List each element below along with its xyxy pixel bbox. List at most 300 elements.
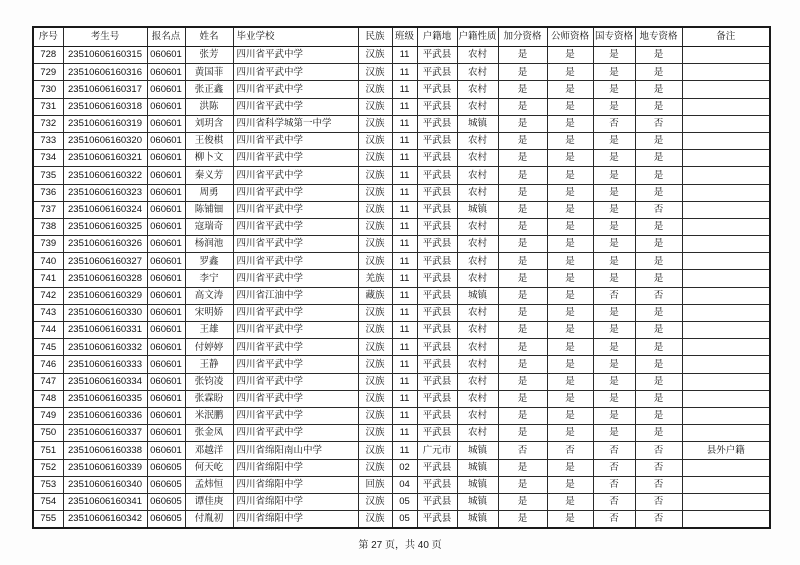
- cell-local-special-qual: 是: [635, 98, 682, 115]
- cell-reg-point: 060605: [147, 493, 185, 510]
- cell-public-teacher-qual: 否: [547, 442, 593, 459]
- cell-school: 四川省平武中学: [233, 167, 358, 184]
- cell-name: 周勇: [185, 184, 233, 201]
- cell-public-teacher-qual: 是: [547, 253, 593, 270]
- cell-exam-id: 23510606160328: [63, 270, 147, 287]
- table-row: [33, 167, 770, 184]
- cell-bonus-qual: 是: [498, 304, 547, 321]
- cell-residence: 平武县: [417, 356, 457, 373]
- cell-exam-id: 23510606160318: [63, 98, 147, 115]
- cell-ethnicity: 汉族: [358, 115, 392, 132]
- cell-bonus-qual: 否: [498, 442, 547, 459]
- cell-name: 付胤初: [185, 511, 233, 529]
- cell-residence: 平武县: [417, 115, 457, 132]
- cell-ethnicity: 汉族: [358, 425, 392, 442]
- column-header-residence: 户籍地: [417, 27, 457, 47]
- cell-reg-point: 060601: [147, 390, 185, 407]
- cell-remark: [682, 167, 770, 184]
- cell-reg-point: 060601: [147, 81, 185, 98]
- cell-ethnicity: 汉族: [358, 459, 392, 476]
- table-row: [33, 476, 770, 493]
- cell-class: 11: [392, 47, 417, 64]
- cell-residence: 平武县: [417, 493, 457, 510]
- cell-residence: 平武县: [417, 184, 457, 201]
- cell-remark: [682, 493, 770, 510]
- column-header-name: 姓名: [185, 27, 233, 47]
- cell-national-special-qual: 否: [593, 459, 635, 476]
- cell-residence: 平武县: [417, 64, 457, 81]
- cell-school: 四川省平武中学: [233, 132, 358, 149]
- cell-residence: 平武县: [417, 150, 457, 167]
- cell-local-special-qual: 是: [635, 167, 682, 184]
- cell-ethnicity: 汉族: [358, 218, 392, 235]
- cell-residence: 平武县: [417, 425, 457, 442]
- cell-public-teacher-qual: 是: [547, 511, 593, 529]
- cell-residence-type: 城镇: [457, 493, 498, 510]
- cell-ethnicity: 汉族: [358, 304, 392, 321]
- cell-local-special-qual: 是: [635, 373, 682, 390]
- cell-exam-id: 23510606160321: [63, 150, 147, 167]
- cell-school: 四川省平武中学: [233, 218, 358, 235]
- cell-exam-id: 23510606160327: [63, 253, 147, 270]
- cell-exam-id: 23510606160337: [63, 425, 147, 442]
- cell-name: 柳卜文: [185, 150, 233, 167]
- cell-school: 四川省平武中学: [233, 98, 358, 115]
- cell-exam-id: 23510606160325: [63, 218, 147, 235]
- cell-residence: 平武县: [417, 304, 457, 321]
- cell-school: 四川省平武中学: [233, 373, 358, 390]
- cell-residence-type: 城镇: [457, 459, 498, 476]
- cell-class: 11: [392, 253, 417, 270]
- cell-ethnicity: 汉族: [358, 236, 392, 253]
- cell-national-special-qual: 是: [593, 98, 635, 115]
- cell-residence-type: 农村: [457, 407, 498, 424]
- cell-local-special-qual: 是: [635, 425, 682, 442]
- table-row: [33, 459, 770, 476]
- cell-local-special-qual: 是: [635, 407, 682, 424]
- cell-local-special-qual: 否: [635, 442, 682, 459]
- cell-school: 四川省平武中学: [233, 184, 358, 201]
- cell-local-special-qual: 否: [635, 201, 682, 218]
- cell-local-special-qual: 是: [635, 390, 682, 407]
- cell-remark: [682, 81, 770, 98]
- cell-residence-type: 农村: [457, 132, 498, 149]
- cell-reg-point: 060601: [147, 442, 185, 459]
- cell-national-special-qual: 是: [593, 201, 635, 218]
- cell-class: 11: [392, 390, 417, 407]
- table-row: [33, 511, 770, 529]
- cell-name: 何天屹: [185, 459, 233, 476]
- table-row: [33, 304, 770, 321]
- cell-school: 四川省平武中学: [233, 322, 358, 339]
- cell-ethnicity: 汉族: [358, 81, 392, 98]
- cell-school: 四川省绵阳中学: [233, 476, 358, 493]
- cell-ethnicity: 汉族: [358, 150, 392, 167]
- cell-bonus-qual: 是: [498, 81, 547, 98]
- cell-reg-point: 060601: [147, 270, 185, 287]
- cell-ethnicity: 汉族: [358, 373, 392, 390]
- cell-bonus-qual: 是: [498, 98, 547, 115]
- cell-ethnicity: 汉族: [358, 132, 392, 149]
- cell-reg-point: 060601: [147, 132, 185, 149]
- cell-residence-type: 农村: [457, 184, 498, 201]
- cell-bonus-qual: 是: [498, 511, 547, 529]
- cell-bonus-qual: 是: [498, 459, 547, 476]
- cell-school: 四川省平武中学: [233, 201, 358, 218]
- cell-exam-id: 23510606160319: [63, 115, 147, 132]
- cell-index: 749: [33, 407, 63, 424]
- cell-class: 11: [392, 407, 417, 424]
- cell-class: 11: [392, 184, 417, 201]
- cell-residence-type: 农村: [457, 322, 498, 339]
- cell-school: 四川省绵阳南山中学: [233, 442, 358, 459]
- cell-index: 733: [33, 132, 63, 149]
- cell-remark: 县外户籍: [682, 442, 770, 459]
- cell-class: 11: [392, 339, 417, 356]
- cell-bonus-qual: 是: [498, 115, 547, 132]
- cell-index: 740: [33, 253, 63, 270]
- cell-public-teacher-qual: 是: [547, 322, 593, 339]
- table-row: [33, 98, 770, 115]
- cell-residence-type: 农村: [457, 339, 498, 356]
- cell-ethnicity: 汉族: [358, 98, 392, 115]
- cell-exam-id: 23510606160342: [63, 511, 147, 529]
- table-row: [33, 236, 770, 253]
- cell-bonus-qual: 是: [498, 356, 547, 373]
- cell-national-special-qual: 否: [593, 287, 635, 304]
- cell-class: 11: [392, 304, 417, 321]
- cell-residence: 平武县: [417, 511, 457, 529]
- column-header-class: 班级: [392, 27, 417, 47]
- cell-school: 四川省平武中学: [233, 339, 358, 356]
- cell-index: 743: [33, 304, 63, 321]
- cell-national-special-qual: 是: [593, 184, 635, 201]
- cell-class: 11: [392, 132, 417, 149]
- cell-public-teacher-qual: 是: [547, 236, 593, 253]
- cell-name: 张正鑫: [185, 81, 233, 98]
- cell-remark: [682, 407, 770, 424]
- cell-school: 四川省平武中学: [233, 236, 358, 253]
- cell-school: 四川省科学城第一中学: [233, 115, 358, 132]
- cell-name: 张金凤: [185, 425, 233, 442]
- cell-residence-type: 农村: [457, 356, 498, 373]
- cell-reg-point: 060605: [147, 459, 185, 476]
- cell-ethnicity: 汉族: [358, 339, 392, 356]
- cell-public-teacher-qual: 是: [547, 304, 593, 321]
- cell-bonus-qual: 是: [498, 425, 547, 442]
- cell-class: 11: [392, 442, 417, 459]
- cell-exam-id: 23510606160341: [63, 493, 147, 510]
- cell-exam-id: 23510606160315: [63, 47, 147, 64]
- cell-class: 11: [392, 201, 417, 218]
- cell-class: 11: [392, 270, 417, 287]
- cell-name: 谭佳庚: [185, 493, 233, 510]
- cell-name: 高文涛: [185, 287, 233, 304]
- cell-local-special-qual: 是: [635, 339, 682, 356]
- cell-national-special-qual: 是: [593, 304, 635, 321]
- cell-national-special-qual: 否: [593, 511, 635, 529]
- table-row: [33, 64, 770, 81]
- cell-reg-point: 060601: [147, 167, 185, 184]
- table-row: [33, 218, 770, 235]
- cell-class: 11: [392, 64, 417, 81]
- cell-local-special-qual: 否: [635, 459, 682, 476]
- cell-national-special-qual: 是: [593, 81, 635, 98]
- cell-school: 四川省平武中学: [233, 425, 358, 442]
- cell-index: 729: [33, 64, 63, 81]
- cell-public-teacher-qual: 是: [547, 47, 593, 64]
- cell-reg-point: 060605: [147, 476, 185, 493]
- cell-remark: [682, 98, 770, 115]
- cell-bonus-qual: 是: [498, 407, 547, 424]
- cell-exam-id: 23510606160331: [63, 322, 147, 339]
- cell-public-teacher-qual: 是: [547, 218, 593, 235]
- cell-public-teacher-qual: 是: [547, 287, 593, 304]
- table-row: [33, 390, 770, 407]
- cell-ethnicity: 汉族: [358, 64, 392, 81]
- cell-reg-point: 060601: [147, 304, 185, 321]
- cell-school: 四川省平武中学: [233, 304, 358, 321]
- cell-residence-type: 城镇: [457, 287, 498, 304]
- cell-reg-point: 060601: [147, 47, 185, 64]
- cell-bonus-qual: 是: [498, 167, 547, 184]
- table-row: [33, 184, 770, 201]
- cell-name: 刘玥含: [185, 115, 233, 132]
- cell-public-teacher-qual: 是: [547, 184, 593, 201]
- cell-reg-point: 060601: [147, 253, 185, 270]
- cell-ethnicity: 汉族: [358, 47, 392, 64]
- table-row: [33, 201, 770, 218]
- cell-name: 洪陈: [185, 98, 233, 115]
- cell-residence-type: 农村: [457, 150, 498, 167]
- cell-remark: [682, 511, 770, 529]
- page-number-footer: 第 27 页，共 40 页: [358, 540, 442, 551]
- cell-public-teacher-qual: 是: [547, 81, 593, 98]
- cell-bonus-qual: 是: [498, 236, 547, 253]
- cell-public-teacher-qual: 是: [547, 476, 593, 493]
- cell-exam-id: 23510606160317: [63, 81, 147, 98]
- cell-exam-id: 23510606160339: [63, 459, 147, 476]
- cell-bonus-qual: 是: [498, 373, 547, 390]
- cell-school: 四川省平武中学: [233, 253, 358, 270]
- cell-index: 739: [33, 236, 63, 253]
- cell-national-special-qual: 是: [593, 425, 635, 442]
- cell-local-special-qual: 是: [635, 236, 682, 253]
- column-header-school: 毕业学校: [233, 27, 358, 47]
- column-header-ethnicity: 民族: [358, 27, 392, 47]
- cell-local-special-qual: 是: [635, 270, 682, 287]
- cell-public-teacher-qual: 是: [547, 407, 593, 424]
- cell-residence: 平武县: [417, 339, 457, 356]
- cell-name: 秦义芳: [185, 167, 233, 184]
- cell-national-special-qual: 否: [593, 442, 635, 459]
- cell-remark: [682, 201, 770, 218]
- cell-exam-id: 23510606160332: [63, 339, 147, 356]
- cell-remark: [682, 356, 770, 373]
- cell-residence: 平武县: [417, 287, 457, 304]
- cell-index: 741: [33, 270, 63, 287]
- cell-exam-id: 23510606160340: [63, 476, 147, 493]
- cell-residence: 平武县: [417, 218, 457, 235]
- cell-class: 11: [392, 425, 417, 442]
- cell-exam-id: 23510606160324: [63, 201, 147, 218]
- cell-ethnicity: 汉族: [358, 201, 392, 218]
- cell-remark: [682, 47, 770, 64]
- cell-local-special-qual: 是: [635, 132, 682, 149]
- cell-residence-type: 城镇: [457, 476, 498, 493]
- cell-index: 752: [33, 459, 63, 476]
- cell-index: 731: [33, 98, 63, 115]
- cell-exam-id: 23510606160326: [63, 236, 147, 253]
- cell-class: 11: [392, 356, 417, 373]
- cell-residence: 平武县: [417, 407, 457, 424]
- cell-exam-id: 23510606160323: [63, 184, 147, 201]
- cell-public-teacher-qual: 是: [547, 115, 593, 132]
- cell-residence: 平武县: [417, 270, 457, 287]
- cell-residence: 平武县: [417, 476, 457, 493]
- cell-school: 四川省平武中学: [233, 150, 358, 167]
- cell-ethnicity: 汉族: [358, 253, 392, 270]
- cell-national-special-qual: 是: [593, 47, 635, 64]
- cell-reg-point: 060601: [147, 322, 185, 339]
- cell-national-special-qual: 是: [593, 253, 635, 270]
- cell-bonus-qual: 是: [498, 322, 547, 339]
- cell-reg-point: 060601: [147, 150, 185, 167]
- cell-name: 孟炜恒: [185, 476, 233, 493]
- cell-public-teacher-qual: 是: [547, 270, 593, 287]
- table-row: [33, 115, 770, 132]
- cell-exam-id: 23510606160329: [63, 287, 147, 304]
- cell-exam-id: 23510606160334: [63, 373, 147, 390]
- cell-school: 四川省平武中学: [233, 356, 358, 373]
- cell-bonus-qual: 是: [498, 339, 547, 356]
- cell-local-special-qual: 是: [635, 184, 682, 201]
- cell-class: 11: [392, 287, 417, 304]
- cell-remark: [682, 339, 770, 356]
- cell-index: 738: [33, 218, 63, 235]
- cell-school: 四川省平武中学: [233, 81, 358, 98]
- cell-residence-type: 农村: [457, 236, 498, 253]
- cell-bonus-qual: 是: [498, 218, 547, 235]
- cell-index: 750: [33, 425, 63, 442]
- cell-remark: [682, 218, 770, 235]
- cell-residence-type: 农村: [457, 218, 498, 235]
- cell-ethnicity: 藏族: [358, 287, 392, 304]
- cell-index: 737: [33, 201, 63, 218]
- column-header-reg-point: 报名点: [147, 27, 185, 47]
- cell-residence-type: 城镇: [457, 511, 498, 529]
- cell-bonus-qual: 是: [498, 270, 547, 287]
- cell-name: 米泯鹏: [185, 407, 233, 424]
- cell-class: 11: [392, 322, 417, 339]
- cell-class: 04: [392, 476, 417, 493]
- cell-school: 四川省绵阳中学: [233, 511, 358, 529]
- cell-exam-id: 23510606160338: [63, 442, 147, 459]
- cell-local-special-qual: 否: [635, 493, 682, 510]
- cell-school: 四川省平武中学: [233, 270, 358, 287]
- cell-bonus-qual: 是: [498, 184, 547, 201]
- cell-exam-id: 23510606160335: [63, 390, 147, 407]
- cell-index: 745: [33, 339, 63, 356]
- cell-index: 751: [33, 442, 63, 459]
- cell-reg-point: 060601: [147, 356, 185, 373]
- cell-name: 张芳: [185, 47, 233, 64]
- cell-name: 寇瑞奇: [185, 218, 233, 235]
- cell-bonus-qual: 是: [498, 390, 547, 407]
- cell-local-special-qual: 是: [635, 304, 682, 321]
- cell-bonus-qual: 是: [498, 287, 547, 304]
- cell-remark: [682, 236, 770, 253]
- cell-name: 黄国菲: [185, 64, 233, 81]
- cell-school: 四川省绵阳中学: [233, 459, 358, 476]
- cell-national-special-qual: 是: [593, 322, 635, 339]
- cell-remark: [682, 150, 770, 167]
- cell-bonus-qual: 是: [498, 132, 547, 149]
- table-row: [33, 425, 770, 442]
- cell-residence-type: 农村: [457, 373, 498, 390]
- cell-remark: [682, 476, 770, 493]
- cell-national-special-qual: 是: [593, 218, 635, 235]
- cell-index: 732: [33, 115, 63, 132]
- cell-residence-type: 农村: [457, 47, 498, 64]
- cell-residence-type: 农村: [457, 81, 498, 98]
- cell-residence-type: 农村: [457, 425, 498, 442]
- cell-index: 747: [33, 373, 63, 390]
- table-row: [33, 81, 770, 98]
- cell-remark: [682, 425, 770, 442]
- cell-bonus-qual: 是: [498, 47, 547, 64]
- cell-ethnicity: 汉族: [358, 442, 392, 459]
- table-row: [33, 442, 770, 459]
- table-row: [33, 373, 770, 390]
- cell-index: 746: [33, 356, 63, 373]
- cell-national-special-qual: 是: [593, 167, 635, 184]
- table-header-row: [33, 27, 770, 47]
- table-row: [33, 322, 770, 339]
- cell-ethnicity: 汉族: [358, 511, 392, 529]
- cell-ethnicity: 汉族: [358, 493, 392, 510]
- cell-public-teacher-qual: 是: [547, 98, 593, 115]
- table-row: [33, 493, 770, 510]
- cell-public-teacher-qual: 是: [547, 339, 593, 356]
- cell-name: 杨润池: [185, 236, 233, 253]
- cell-remark: [682, 253, 770, 270]
- cell-public-teacher-qual: 是: [547, 356, 593, 373]
- cell-ethnicity: 回族: [358, 476, 392, 493]
- cell-residence-type: 农村: [457, 304, 498, 321]
- cell-remark: [682, 287, 770, 304]
- cell-name: 李宁: [185, 270, 233, 287]
- cell-reg-point: 060601: [147, 98, 185, 115]
- cell-public-teacher-qual: 是: [547, 201, 593, 218]
- cell-residence: 平武县: [417, 390, 457, 407]
- column-header-index: 序号: [33, 27, 63, 47]
- cell-exam-id: 23510606160316: [63, 64, 147, 81]
- cell-class: 11: [392, 81, 417, 98]
- cell-residence-type: 城镇: [457, 201, 498, 218]
- cell-name: 邓越洋: [185, 442, 233, 459]
- column-header-public-teacher-qual: 公师资格: [547, 27, 593, 47]
- cell-residence: 平武县: [417, 167, 457, 184]
- cell-local-special-qual: 是: [635, 218, 682, 235]
- cell-reg-point: 060605: [147, 511, 185, 529]
- cell-residence-type: 农村: [457, 167, 498, 184]
- cell-residence-type: 城镇: [457, 115, 498, 132]
- cell-local-special-qual: 是: [635, 64, 682, 81]
- cell-national-special-qual: 是: [593, 132, 635, 149]
- cell-school: 四川省平武中学: [233, 47, 358, 64]
- table-row: [33, 47, 770, 64]
